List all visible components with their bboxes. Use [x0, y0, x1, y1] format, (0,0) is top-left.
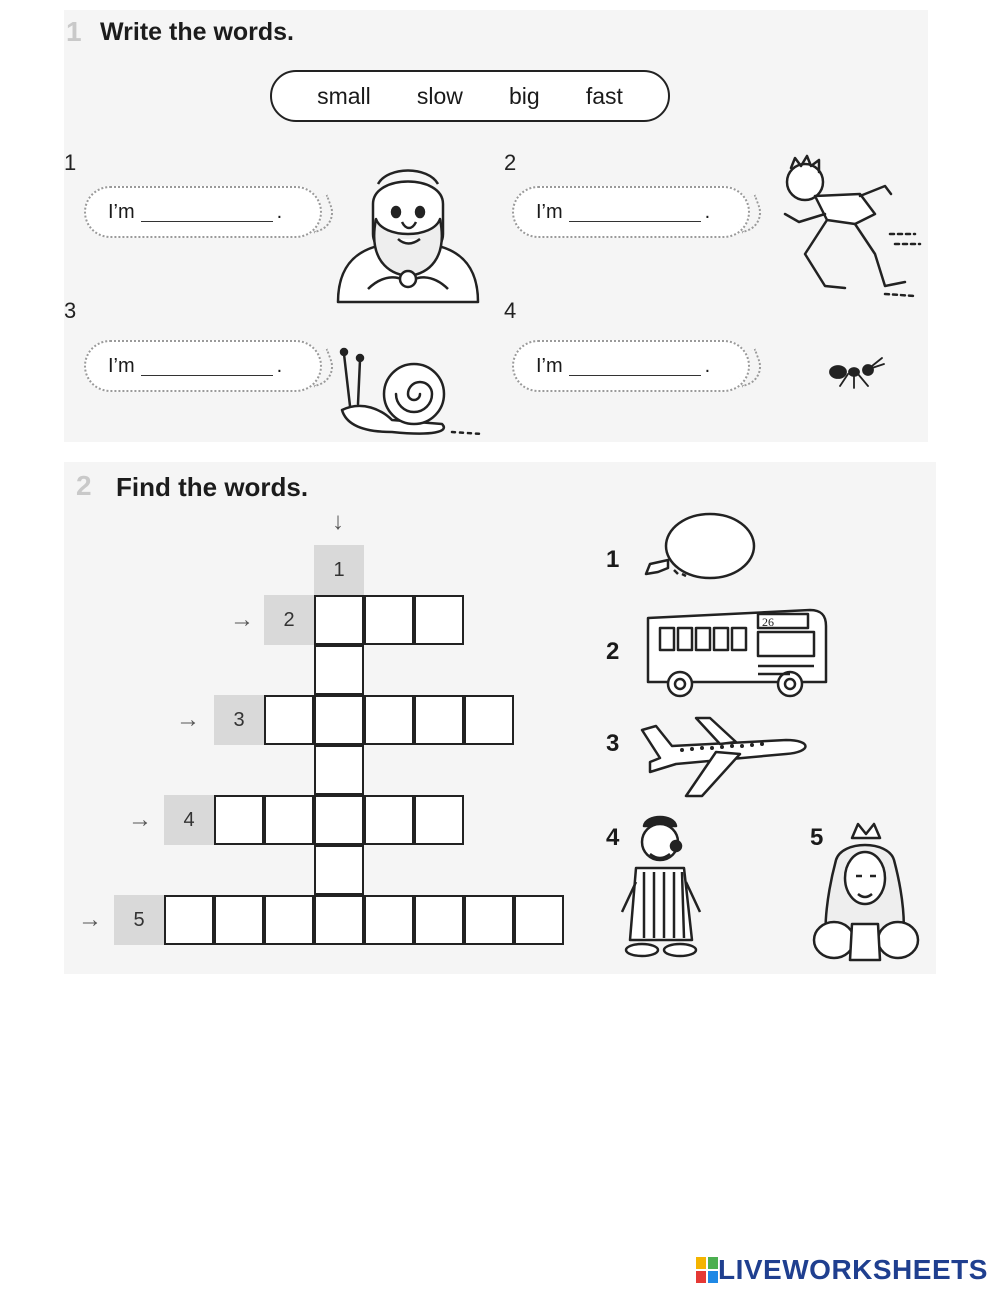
picture-number: 5 — [810, 824, 824, 851]
bus-illustration — [640, 604, 836, 700]
clue-number: 4 — [164, 795, 214, 845]
crossword-cell[interactable] — [314, 895, 364, 945]
bearded-giant-illustration — [328, 164, 488, 304]
picture-number: 3 — [606, 730, 620, 757]
down-arrow-icon: ↓ — [332, 508, 344, 535]
answer-blank[interactable] — [141, 203, 273, 222]
crossword-cell[interactable] — [264, 695, 314, 745]
ant-illustration — [826, 356, 886, 390]
answer-blank[interactable] — [569, 357, 701, 376]
crossword-cell[interactable] — [314, 845, 364, 895]
answer-blank[interactable] — [141, 357, 273, 376]
crossword-cell[interactable] — [364, 895, 414, 945]
bubble-text: I’m — [536, 200, 563, 223]
crossword-cell[interactable] — [364, 595, 414, 645]
running-boy-illustration — [765, 154, 925, 304]
bus-number: 26 — [762, 615, 774, 629]
crossword-cell[interactable] — [514, 895, 564, 945]
word-bank — [270, 70, 670, 122]
word-bank-item: slow — [416, 82, 463, 109]
clown-illustration — [614, 812, 710, 962]
crossword-cell[interactable] — [314, 695, 364, 745]
crossword-cell[interactable] — [314, 745, 364, 795]
crossword-cell[interactable] — [414, 595, 464, 645]
brand-logo — [696, 1254, 988, 1286]
right-arrow-icon: → — [230, 606, 254, 633]
crossword-cell[interactable] — [314, 795, 364, 845]
bubble-end: . — [276, 200, 283, 223]
word-bank-item: small — [317, 82, 371, 109]
snail-illustration — [332, 340, 492, 440]
picture-number: 1 — [606, 546, 620, 573]
exercise-1-number: 1 — [66, 16, 82, 47]
question-number: 4 — [504, 298, 517, 323]
answer-blank[interactable] — [569, 203, 701, 222]
crossword-cell[interactable] — [364, 795, 414, 845]
clue-number: 3 — [214, 695, 264, 745]
bubble-text: I’m — [536, 354, 563, 377]
crossword-cell[interactable] — [264, 895, 314, 945]
right-arrow-icon: → — [176, 706, 200, 733]
princess-illustration — [808, 820, 924, 966]
exercise-2-number: 2 — [76, 470, 92, 501]
picture-number: 2 — [606, 638, 620, 665]
clue-number: 2 — [264, 595, 314, 645]
picture-number: 4 — [606, 824, 620, 851]
crossword-cell[interactable] — [364, 695, 414, 745]
crossword-cell[interactable] — [414, 695, 464, 745]
balloon-illustration — [640, 512, 760, 584]
speech-bubble — [84, 340, 322, 392]
exercise-1-title: Write the words. — [100, 18, 295, 46]
bubble-end: . — [704, 354, 711, 377]
question-number: 1 — [64, 150, 77, 175]
bubble-text: I’m — [108, 200, 135, 223]
exercise-2-title: Find the words. — [116, 472, 309, 502]
speech-bubble — [512, 340, 750, 392]
word-bank-item: big — [509, 82, 540, 109]
word-bank-item: fast — [585, 82, 623, 109]
airplane-illustration — [636, 712, 816, 804]
bubble-text: I’m — [108, 354, 135, 377]
crossword-cell[interactable] — [464, 895, 514, 945]
clue-number: 1 — [314, 545, 364, 595]
bubble-end: . — [276, 354, 283, 377]
question-number: 3 — [64, 298, 77, 323]
crossword-cell[interactable] — [214, 895, 264, 945]
crossword-cell[interactable] — [314, 645, 364, 695]
crossword-cell[interactable] — [414, 895, 464, 945]
clue-number: 5 — [114, 895, 164, 945]
speech-bubble — [512, 186, 750, 238]
bubble-end: . — [704, 200, 711, 223]
right-arrow-icon: → — [128, 806, 152, 833]
question-number: 2 — [504, 150, 517, 175]
crossword-cell[interactable] — [214, 795, 264, 845]
right-arrow-icon: → — [78, 906, 102, 933]
speech-bubble — [84, 186, 322, 238]
liveworksheets-logo-icon — [696, 1257, 718, 1283]
crossword-cell[interactable] — [414, 795, 464, 845]
crossword-cell[interactable] — [164, 895, 214, 945]
crossword-cell[interactable] — [264, 795, 314, 845]
crossword-cell[interactable] — [314, 595, 364, 645]
crossword-cell[interactable] — [464, 695, 514, 745]
brand-name: LIVEWORKSHEETS — [718, 1254, 988, 1285]
